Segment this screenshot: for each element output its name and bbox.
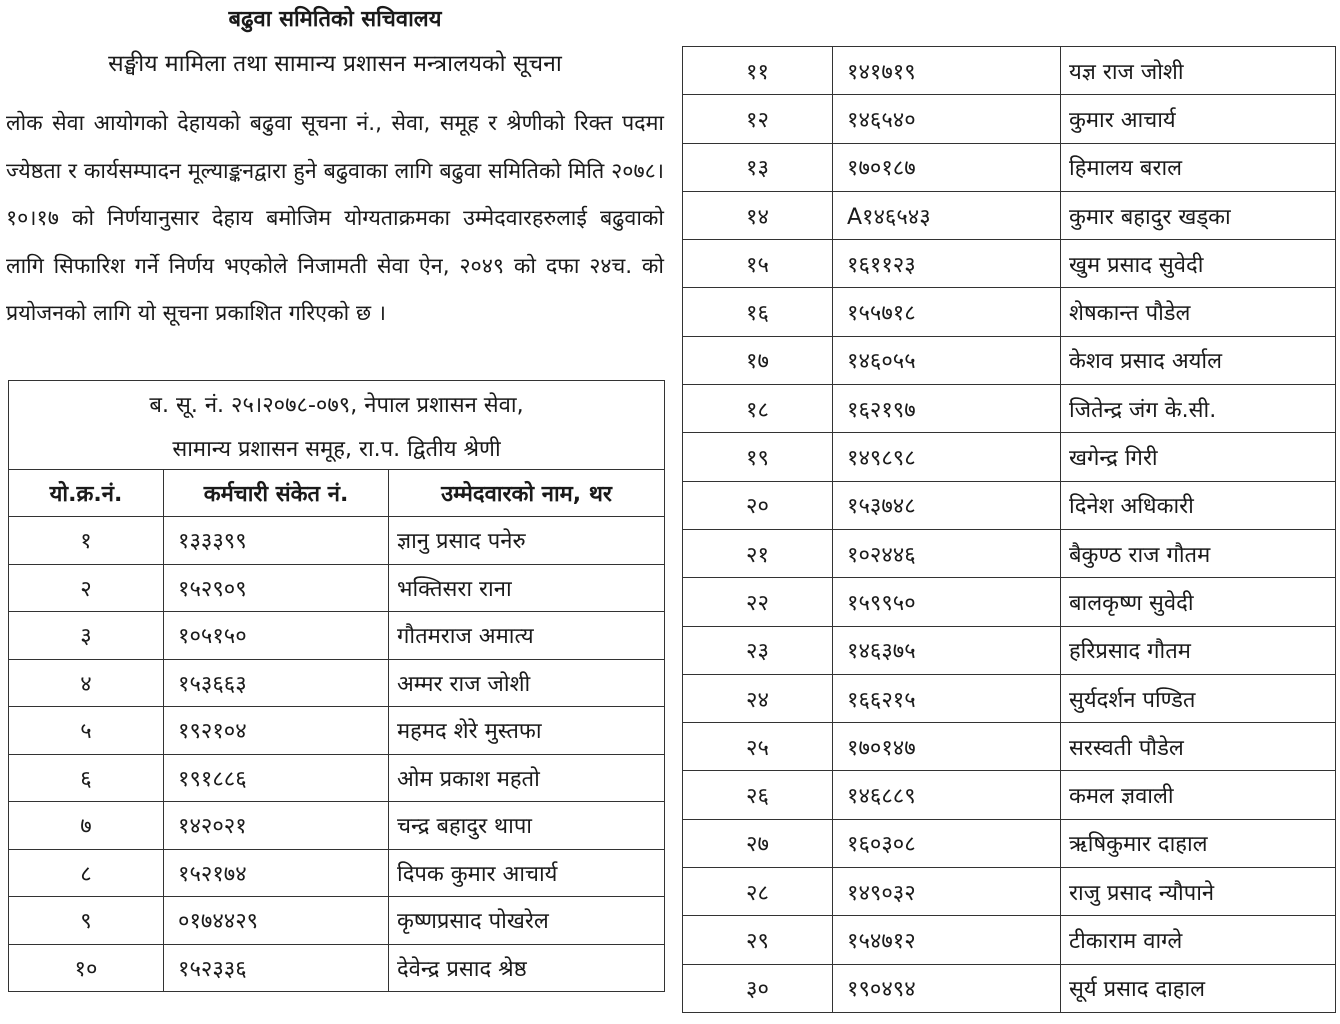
table-row [683, 240, 1336, 288]
candidate-table-right [682, 46, 1336, 1013]
candidate-name-cell: शेषकान्त पौडेल [1061, 288, 1336, 336]
table-row [683, 819, 1336, 867]
table-row [683, 626, 1336, 674]
candidate-name-cell: दिपक कुमार आचार्य [389, 849, 665, 897]
employee-code-cell: १५२३३६ [164, 944, 389, 992]
serial-number-cell: ५ [9, 707, 164, 755]
candidate-name-cell: देवेन्द्र प्रसाद श्रेष्ठ [389, 944, 665, 992]
serial-number-cell: २६ [683, 771, 833, 819]
employee-code-cell: १६६२१५ [833, 674, 1061, 722]
candidate-name-cell: केशव प्रसाद अर्याल [1061, 336, 1336, 384]
employee-code-cell: १५३६६३ [164, 659, 389, 707]
table-title-line2: सामान्य प्रशासन समूह, रा.प. द्वितीय श्रेणी [9, 427, 665, 470]
candidate-name-cell: कुमार आचार्य [1061, 95, 1336, 143]
employee-code-cell: १५४७१२ [833, 916, 1061, 964]
serial-number-cell: २४ [683, 674, 833, 722]
employee-code-cell: १४१७१९ [833, 47, 1061, 95]
table-row [683, 964, 1336, 1012]
serial-number-cell: १८ [683, 385, 833, 433]
serial-number-cell: ११ [683, 47, 833, 95]
employee-code-cell: A१४६५४३ [833, 191, 1061, 239]
table-row [9, 707, 665, 755]
serial-number-cell: ४ [9, 659, 164, 707]
employee-code-cell: १४६५४० [833, 95, 1061, 143]
candidate-name-cell: ऋषिकुमार दाहाल [1061, 819, 1336, 867]
employee-code-cell: १४९०३२ [833, 868, 1061, 916]
candidate-name-cell: सूर्य प्रसाद दाहाल [1061, 964, 1336, 1012]
candidate-name-cell: हरिप्रसाद गौतम [1061, 626, 1336, 674]
serial-number-cell: ३ [9, 612, 164, 660]
serial-number-cell: २१ [683, 529, 833, 577]
table-title-row [9, 427, 665, 470]
serial-number-cell: २ [9, 564, 164, 612]
table-row [683, 771, 1336, 819]
candidate-name-cell: बालकृष्ण सुवेदी [1061, 578, 1336, 626]
table-row [9, 944, 665, 992]
serial-number-cell: २२ [683, 578, 833, 626]
table-row [9, 849, 665, 897]
candidate-name-cell: ज्ञानु प्रसाद पनेरु [389, 517, 665, 565]
employee-code-cell: १६११२३ [833, 240, 1061, 288]
candidate-name-cell: राजु प्रसाद न्यौपाने [1061, 868, 1336, 916]
employee-code-cell: १५३७४८ [833, 481, 1061, 529]
serial-number-cell: १५ [683, 240, 833, 288]
serial-number-cell: १३ [683, 143, 833, 191]
serial-number-cell: ३० [683, 964, 833, 1012]
serial-number-cell: २० [683, 481, 833, 529]
serial-number-cell: १७ [683, 336, 833, 384]
table-row [683, 481, 1336, 529]
serial-number-cell: १० [9, 944, 164, 992]
table-row [683, 336, 1336, 384]
serial-number-cell: ८ [9, 849, 164, 897]
candidate-name-cell: खुम प्रसाद सुवेदी [1061, 240, 1336, 288]
serial-number-cell: १२ [683, 95, 833, 143]
table-row [683, 191, 1336, 239]
candidate-name-cell: टीकाराम वाग्ले [1061, 916, 1336, 964]
table-row [683, 916, 1336, 964]
employee-code-cell: १५२९०९ [164, 564, 389, 612]
employee-code-cell: १६०३०८ [833, 819, 1061, 867]
table-row [683, 433, 1336, 481]
serial-number-cell: २५ [683, 723, 833, 771]
employee-code-cell: १४९८९८ [833, 433, 1061, 481]
employee-code-cell: १४६०५५ [833, 336, 1061, 384]
table-row [9, 612, 665, 660]
candidate-table-left [8, 380, 665, 992]
candidate-name-cell: सरस्वती पौडेल [1061, 723, 1336, 771]
employee-code-cell: १९२१०४ [164, 707, 389, 755]
employee-code-cell: १६२१९७ [833, 385, 1061, 433]
serial-number-cell: ६ [9, 754, 164, 802]
candidate-name-cell: महमद शेरे मुस्तफा [389, 707, 665, 755]
employee-code-cell: १५५७१८ [833, 288, 1061, 336]
column-header-employee-code: कर्मचारी संकेत नं. [164, 470, 389, 517]
table-header-row [9, 470, 665, 517]
table-row [9, 564, 665, 612]
candidate-name-cell: जितेन्द्र जंग के.सी. [1061, 385, 1336, 433]
table-row [683, 95, 1336, 143]
column-header-serial: यो.क्र.नं. [9, 470, 164, 517]
employee-code-cell: १०५१५० [164, 612, 389, 660]
table-row [683, 385, 1336, 433]
candidate-name-cell: बैकुण्ठ राज गौतम [1061, 529, 1336, 577]
serial-number-cell: ९ [9, 897, 164, 945]
candidate-name-cell: भक्तिसरा राना [389, 564, 665, 612]
employee-code-cell: १४२०२१ [164, 802, 389, 850]
table-row [683, 529, 1336, 577]
table-row [683, 723, 1336, 771]
column-header-candidate-name: उम्मेदवारको नाम, थर [389, 470, 665, 517]
employee-code-cell: १३३३९९ [164, 517, 389, 565]
table-row [9, 802, 665, 850]
employee-code-cell: १७०१८७ [833, 143, 1061, 191]
serial-number-cell: २७ [683, 819, 833, 867]
candidate-name-cell: खगेन्द्र गिरी [1061, 433, 1336, 481]
ministry-notice-heading: सङ्घीय मामिला तथा सामान्य प्रशासन मन्त्रालयको सूचना [108, 51, 562, 77]
notice-paragraph: लोक सेवा आयोगको देहायको बढुवा सूचना नं., सेवा, समूह र श्रेणीको रिक्त पदमा ज्येष्ठता र कार्यसम्पादन मूल्याङ्कनद्वारा हुने बढुवाका लागि बढुवा समितिको मिति २०७८।१०।१७ को निर्णयानुसार देहाय बमोजिम योग्यताक्रमका उम्मेदवारहरुलाई बढुवाको लागि सिफारिश गर्ने निर्णय भएकोले निजामती सेवा ऐन, २०४९ को दफा २४च. को प्रयोजनको लागि यो सूचना प्रकाशित गरिएको छ । [6, 111, 664, 326]
candidate-name-cell: गौतमराज अमात्य [389, 612, 665, 660]
employee-code-cell: १९१८८६ [164, 754, 389, 802]
employee-code-cell: १९०४९४ [833, 964, 1061, 1012]
employee-code-cell: १५२१७४ [164, 849, 389, 897]
employee-code-cell: ०१७४४२९ [164, 897, 389, 945]
candidate-name-cell: ओम प्रकाश महतो [389, 754, 665, 802]
candidate-name-cell: कुमार बहादुर खड्का [1061, 191, 1336, 239]
candidate-name-cell: कृष्णप्रसाद पोखरेल [389, 897, 665, 945]
table-row [683, 674, 1336, 722]
serial-number-cell: २९ [683, 916, 833, 964]
table-row [683, 288, 1336, 336]
candidate-name-cell: हिमालय बराल [1061, 143, 1336, 191]
employee-code-cell: १४६८८९ [833, 771, 1061, 819]
employee-code-cell: १५९९५० [833, 578, 1061, 626]
candidate-name-cell: चन्द्र बहादुर थापा [389, 802, 665, 850]
serial-number-cell: १ [9, 517, 164, 565]
table-title-line1: ब. सू. नं. २५।२०७८-०७९, नेपाल प्रशासन सेवा, [9, 381, 665, 428]
serial-number-cell: २३ [683, 626, 833, 674]
employee-code-cell: १४६३७५ [833, 626, 1061, 674]
table-row [9, 517, 665, 565]
candidate-name-cell: दिनेश अधिकारी [1061, 481, 1336, 529]
candidate-name-cell: सुर्यदर्शन पण्डित [1061, 674, 1336, 722]
secretariat-heading: बढुवा समितिको सचिवालय [228, 7, 442, 32]
table-row [683, 143, 1336, 191]
table-row [9, 754, 665, 802]
employee-code-cell: १०२४४६ [833, 529, 1061, 577]
serial-number-cell: १९ [683, 433, 833, 481]
table-row [683, 47, 1336, 95]
serial-number-cell: १६ [683, 288, 833, 336]
table-row [9, 659, 665, 707]
candidate-name-cell: कमल ज्ञवाली [1061, 771, 1336, 819]
table-row [683, 578, 1336, 626]
employee-code-cell: १७०१४७ [833, 723, 1061, 771]
table-title-row [9, 381, 665, 428]
table-row [683, 868, 1336, 916]
candidate-name-cell: यज्ञ राज जोशी [1061, 47, 1336, 95]
serial-number-cell: २८ [683, 868, 833, 916]
candidate-name-cell: अम्मर राज जोशी [389, 659, 665, 707]
serial-number-cell: ७ [9, 802, 164, 850]
serial-number-cell: १४ [683, 191, 833, 239]
table-row [9, 897, 665, 945]
